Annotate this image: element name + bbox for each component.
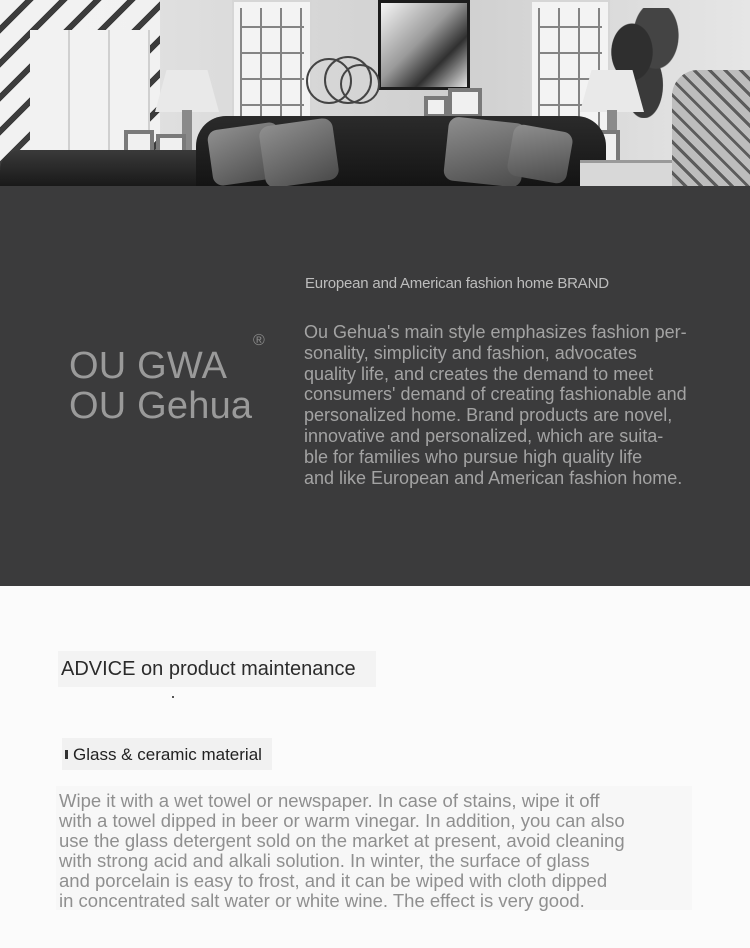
brand-logo-text [69,346,252,426]
hero-pillow [506,123,574,185]
brand-description-line: innovative and personalized, which are suita- [304,425,664,446]
advice-body-text [59,791,625,911]
brand-description-line: sonality, simplicity and fashion, advocates [304,342,637,363]
material-title: Glass & ceramic material [73,745,262,764]
brand-description-line: and like European and American fashion home. [304,467,683,488]
advice-body-line: with a towel dipped in beer or warm vinegar. In addition, you can also [59,810,625,831]
maintenance-advice-section [0,586,750,948]
brand-description [304,322,704,488]
brand-subtitle: European and American fashion home BRAND [305,275,609,292]
hero-patterned-chair [672,70,750,186]
advice-body-line: in concentrated salt water or white wine. The effect is very good. [59,890,585,911]
advice-body-line: use the glass detergent sold on the market at present, avoid cleaning [59,830,625,851]
registered-trademark-icon: ® [253,332,265,349]
brand-description-line: ble for families who pursue high quality life [304,446,643,467]
hero-photo-frame [424,96,448,118]
hero-side-table [580,160,672,186]
brand-description-line: Ou Gehua's main style emphasizes fashion per- [304,322,687,342]
hero-photo-frame [448,88,482,118]
bullet-marker-icon [65,750,68,759]
hero-painting [378,0,470,90]
hero-pillow [258,117,340,186]
brand-section [0,186,750,586]
brand-description-line: personalized home. Brand products are novel, [304,405,673,426]
brand-logo-line: OU Gehua [69,385,253,427]
brand-description-line: quality life, and creates the demand to meet [304,363,654,384]
advice-body-line: and porcelain is easy to frost, and it can be wiped with cloth dipped [59,870,608,891]
brand-logo-line: OU GWA [69,345,228,387]
brand-description-line: consumers' demand of creating fashionable and [304,384,687,405]
hero-armchair-left [0,150,220,186]
decorative-dot [172,696,174,698]
advice-body-line: with strong acid and alkali solution. In winter, the surface of glass [59,850,590,871]
advice-heading: ADVICE on product maintenance [61,658,356,680]
hero-ring-sculpture [306,56,382,108]
advice-body-line: Wipe it with a wet towel or newspaper. In case of stains, wipe it off [59,790,600,811]
hero-photo [0,0,750,186]
